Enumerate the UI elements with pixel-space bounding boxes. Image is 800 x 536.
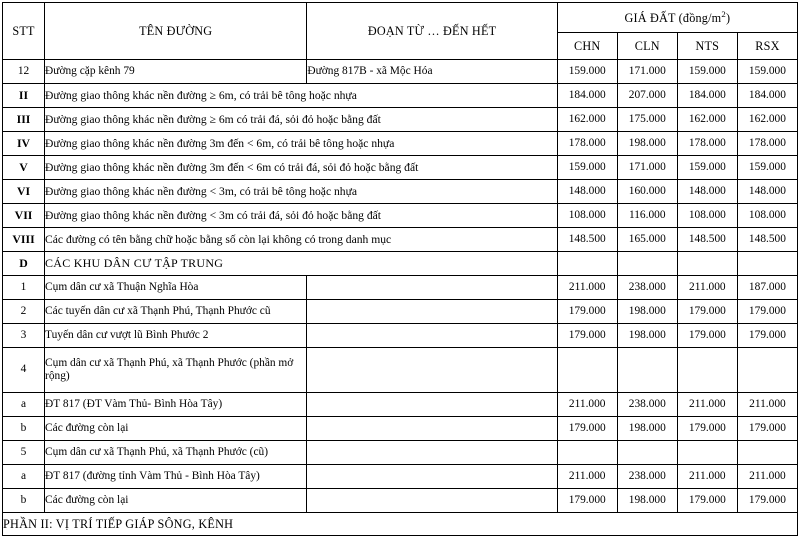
header-row-top [3, 3, 798, 33]
road-category-cell: Các đường có tên bằng chữ hoặc bằng số còn lại không có trong danh mục [45, 228, 558, 252]
segment-cell [307, 276, 557, 300]
price-cell-rsx: 179.000 [737, 300, 797, 324]
price-cell-nts [677, 441, 737, 465]
price-cell-rsx: 211.000 [737, 393, 797, 417]
price-cell-nts: 211.000 [677, 276, 737, 300]
price-cell-nts [677, 252, 737, 276]
row-index-cell: a [3, 465, 45, 489]
row-index-cell: 5 [3, 441, 45, 465]
table-row [3, 276, 798, 300]
price-cell-rsx [737, 441, 797, 465]
price-cell-chn: 162.000 [557, 108, 617, 132]
price-cell-cln [617, 441, 677, 465]
road-category-cell: Đường giao thông khác nền đường < 3m, có trải bê tông hoặc nhựa [45, 180, 558, 204]
price-cell-cln: 207.000 [617, 84, 677, 108]
price-cell-rsx: 148.000 [737, 180, 797, 204]
price-cell-nts: 148.500 [677, 228, 737, 252]
row-index-cell: b [3, 489, 45, 513]
table-body [3, 60, 798, 536]
street-name-cell: Đường cặp kênh 79 [45, 60, 307, 84]
price-cell-cln: 165.000 [617, 228, 677, 252]
table-row [3, 132, 798, 156]
price-cell-cln: 238.000 [617, 465, 677, 489]
price-cell-chn: 159.000 [557, 156, 617, 180]
price-cell-rsx: 187.000 [737, 276, 797, 300]
price-cell-chn: 179.000 [557, 489, 617, 513]
price-cell-rsx: 148.500 [737, 228, 797, 252]
table-row [3, 348, 798, 393]
price-cell-cln: 116.000 [617, 204, 677, 228]
column-header-nts: NTS [677, 33, 737, 60]
price-cell-cln: 175.000 [617, 108, 677, 132]
price-cell-rsx: 162.000 [737, 108, 797, 132]
price-cell-cln: 198.000 [617, 417, 677, 441]
road-category-cell: Đường giao thông khác nền đường 3m đến < 6m, có trải bê tông hoặc nhựa [45, 132, 558, 156]
street-name-cell: ĐT 817 (đường tỉnh Vàm Thủ - Bình Hòa Tây) [45, 465, 307, 489]
price-cell-rsx: 108.000 [737, 204, 797, 228]
land-price-table [2, 2, 798, 536]
price-cell-chn [557, 252, 617, 276]
row-index-cell: D [3, 252, 45, 276]
price-cell-cln: 198.000 [617, 132, 677, 156]
row-index-cell: b [3, 417, 45, 441]
price-cell-cln: 171.000 [617, 156, 677, 180]
column-header-segment: ĐOẠN TỪ … ĐẾN HẾT [307, 3, 557, 60]
price-cell-nts: 184.000 [677, 84, 737, 108]
price-cell-nts [677, 348, 737, 393]
price-cell-cln [617, 252, 677, 276]
price-cell-rsx: 178.000 [737, 132, 797, 156]
price-cell-rsx: 211.000 [737, 465, 797, 489]
price-cell-chn [557, 348, 617, 393]
price-cell-rsx [737, 252, 797, 276]
price-cell-chn: 179.000 [557, 417, 617, 441]
price-group-suffix: ) [725, 11, 731, 26]
price-cell-nts: 178.000 [677, 132, 737, 156]
price-cell-chn: 211.000 [557, 465, 617, 489]
table-row [3, 300, 798, 324]
table-row [3, 204, 798, 228]
row-index-cell: 12 [3, 60, 45, 84]
column-header-street-name: TÊN ĐƯỜNG [45, 3, 307, 60]
segment-cell [307, 417, 557, 441]
price-cell-nts: 179.000 [677, 489, 737, 513]
street-name-cell: Các tuyến dân cư xã Thạnh Phú, Thạnh Phước cũ [45, 300, 307, 324]
column-header-stt: STT [3, 3, 45, 60]
price-group-label: GIÁ ĐẤT (đồng/m [624, 11, 722, 26]
price-cell-nts: 179.000 [677, 300, 737, 324]
price-cell-chn: 159.000 [557, 60, 617, 84]
table-row [3, 441, 798, 465]
table-row [3, 489, 798, 513]
segment-cell [307, 348, 557, 393]
row-index-cell: II [3, 84, 45, 108]
row-index-cell: VII [3, 204, 45, 228]
row-index-cell: 4 [3, 348, 45, 393]
price-cell-cln: 171.000 [617, 60, 677, 84]
row-index-cell: VI [3, 180, 45, 204]
column-header-cln: CLN [617, 33, 677, 60]
price-cell-chn: 178.000 [557, 132, 617, 156]
price-cell-chn: 179.000 [557, 300, 617, 324]
price-cell-nts: 159.000 [677, 60, 737, 84]
street-name-cell: Cụm dân cư xã Thạnh Phú, xã Thạnh Phước (cũ) [45, 441, 307, 465]
price-cell-nts: 108.000 [677, 204, 737, 228]
price-cell-nts: 211.000 [677, 465, 737, 489]
table-row [3, 252, 798, 276]
price-cell-rsx: 179.000 [737, 324, 797, 348]
row-index-cell: 1 [3, 276, 45, 300]
column-header-chn: CHN [557, 33, 617, 60]
segment-cell [307, 465, 557, 489]
segment-cell: Đường 817B - xã Mộc Hóa [307, 60, 557, 84]
row-index-cell: VIII [3, 228, 45, 252]
price-cell-rsx: 179.000 [737, 489, 797, 513]
price-cell-nts: 148.000 [677, 180, 737, 204]
row-index-cell: V [3, 156, 45, 180]
price-cell-cln: 160.000 [617, 180, 677, 204]
column-header-rsx: RSX [737, 33, 797, 60]
table-row [3, 60, 798, 84]
row-index-cell: a [3, 393, 45, 417]
table-row [3, 84, 798, 108]
price-cell-nts: 179.000 [677, 417, 737, 441]
table-row [3, 465, 798, 489]
row-index-cell: 3 [3, 324, 45, 348]
price-cell-chn: 184.000 [557, 84, 617, 108]
price-cell-nts: 179.000 [677, 324, 737, 348]
road-category-cell: Đường giao thông khác nền đường ≥ 6m có trải đá, sỏi đỏ hoặc bằng đất [45, 108, 558, 132]
price-cell-chn: 211.000 [557, 393, 617, 417]
price-cell-cln: 238.000 [617, 393, 677, 417]
table-row [3, 228, 798, 252]
row-index-cell: IV [3, 132, 45, 156]
segment-cell [307, 393, 557, 417]
table-row [3, 180, 798, 204]
price-cell-chn: 108.000 [557, 204, 617, 228]
price-cell-chn: 179.000 [557, 324, 617, 348]
table-row [3, 324, 798, 348]
segment-cell [307, 489, 557, 513]
price-cell-cln: 238.000 [617, 276, 677, 300]
row-index-cell: 2 [3, 300, 45, 324]
segment-cell [307, 441, 557, 465]
street-name-cell: Cụm dân cư xã Thuận Nghĩa Hòa [45, 276, 307, 300]
table-row [3, 393, 798, 417]
street-name-cell: Các đường còn lại [45, 417, 307, 441]
road-category-cell: Đường giao thông khác nền đường < 3m có trải đá, sỏi đỏ hoặc bằng đất [45, 204, 558, 228]
section-title-cell: CÁC KHU DÂN CƯ TẬP TRUNG [45, 252, 558, 276]
table-header [3, 3, 798, 60]
row-index-cell: III [3, 108, 45, 132]
price-cell-nts: 211.000 [677, 393, 737, 417]
price-cell-rsx: 159.000 [737, 60, 797, 84]
segment-cell [307, 324, 557, 348]
part-ii-title: PHẦN II: VỊ TRÍ TIẾP GIÁP SÔNG, KÊNH [3, 513, 798, 536]
column-header-price-group [557, 3, 797, 33]
price-cell-cln [617, 348, 677, 393]
price-cell-chn: 148.000 [557, 180, 617, 204]
street-name-cell: Các đường còn lại [45, 489, 307, 513]
price-cell-chn: 211.000 [557, 276, 617, 300]
price-cell-nts: 162.000 [677, 108, 737, 132]
road-category-cell: Đường giao thông khác nền đường ≥ 6m, có trải bê tông hoặc nhựa [45, 84, 558, 108]
street-name-cell: Tuyến dân cư vượt lũ Bình Phước 2 [45, 324, 307, 348]
segment-cell [307, 300, 557, 324]
price-cell-chn: 148.500 [557, 228, 617, 252]
price-cell-rsx: 184.000 [737, 84, 797, 108]
table-footer-row [3, 513, 798, 536]
table-row [3, 108, 798, 132]
price-cell-cln: 198.000 [617, 489, 677, 513]
price-cell-cln: 198.000 [617, 300, 677, 324]
table-row [3, 417, 798, 441]
street-name-cell: ĐT 817 (ĐT Vàm Thủ- Bình Hòa Tây) [45, 393, 307, 417]
road-category-cell: Đường giao thông khác nền đường 3m đến < 6m có trải đá, sỏi đỏ hoặc bằng đất [45, 156, 558, 180]
price-cell-rsx: 159.000 [737, 156, 797, 180]
price-cell-cln: 198.000 [617, 324, 677, 348]
street-name-cell: Cụm dân cư xã Thạnh Phú, xã Thạnh Phước (phần mở rộng) [45, 348, 307, 393]
price-cell-rsx: 179.000 [737, 417, 797, 441]
table-row [3, 156, 798, 180]
price-cell-rsx [737, 348, 797, 393]
price-cell-nts: 159.000 [677, 156, 737, 180]
price-cell-chn [557, 441, 617, 465]
price-group-unit-exponent: 2 [721, 9, 726, 20]
